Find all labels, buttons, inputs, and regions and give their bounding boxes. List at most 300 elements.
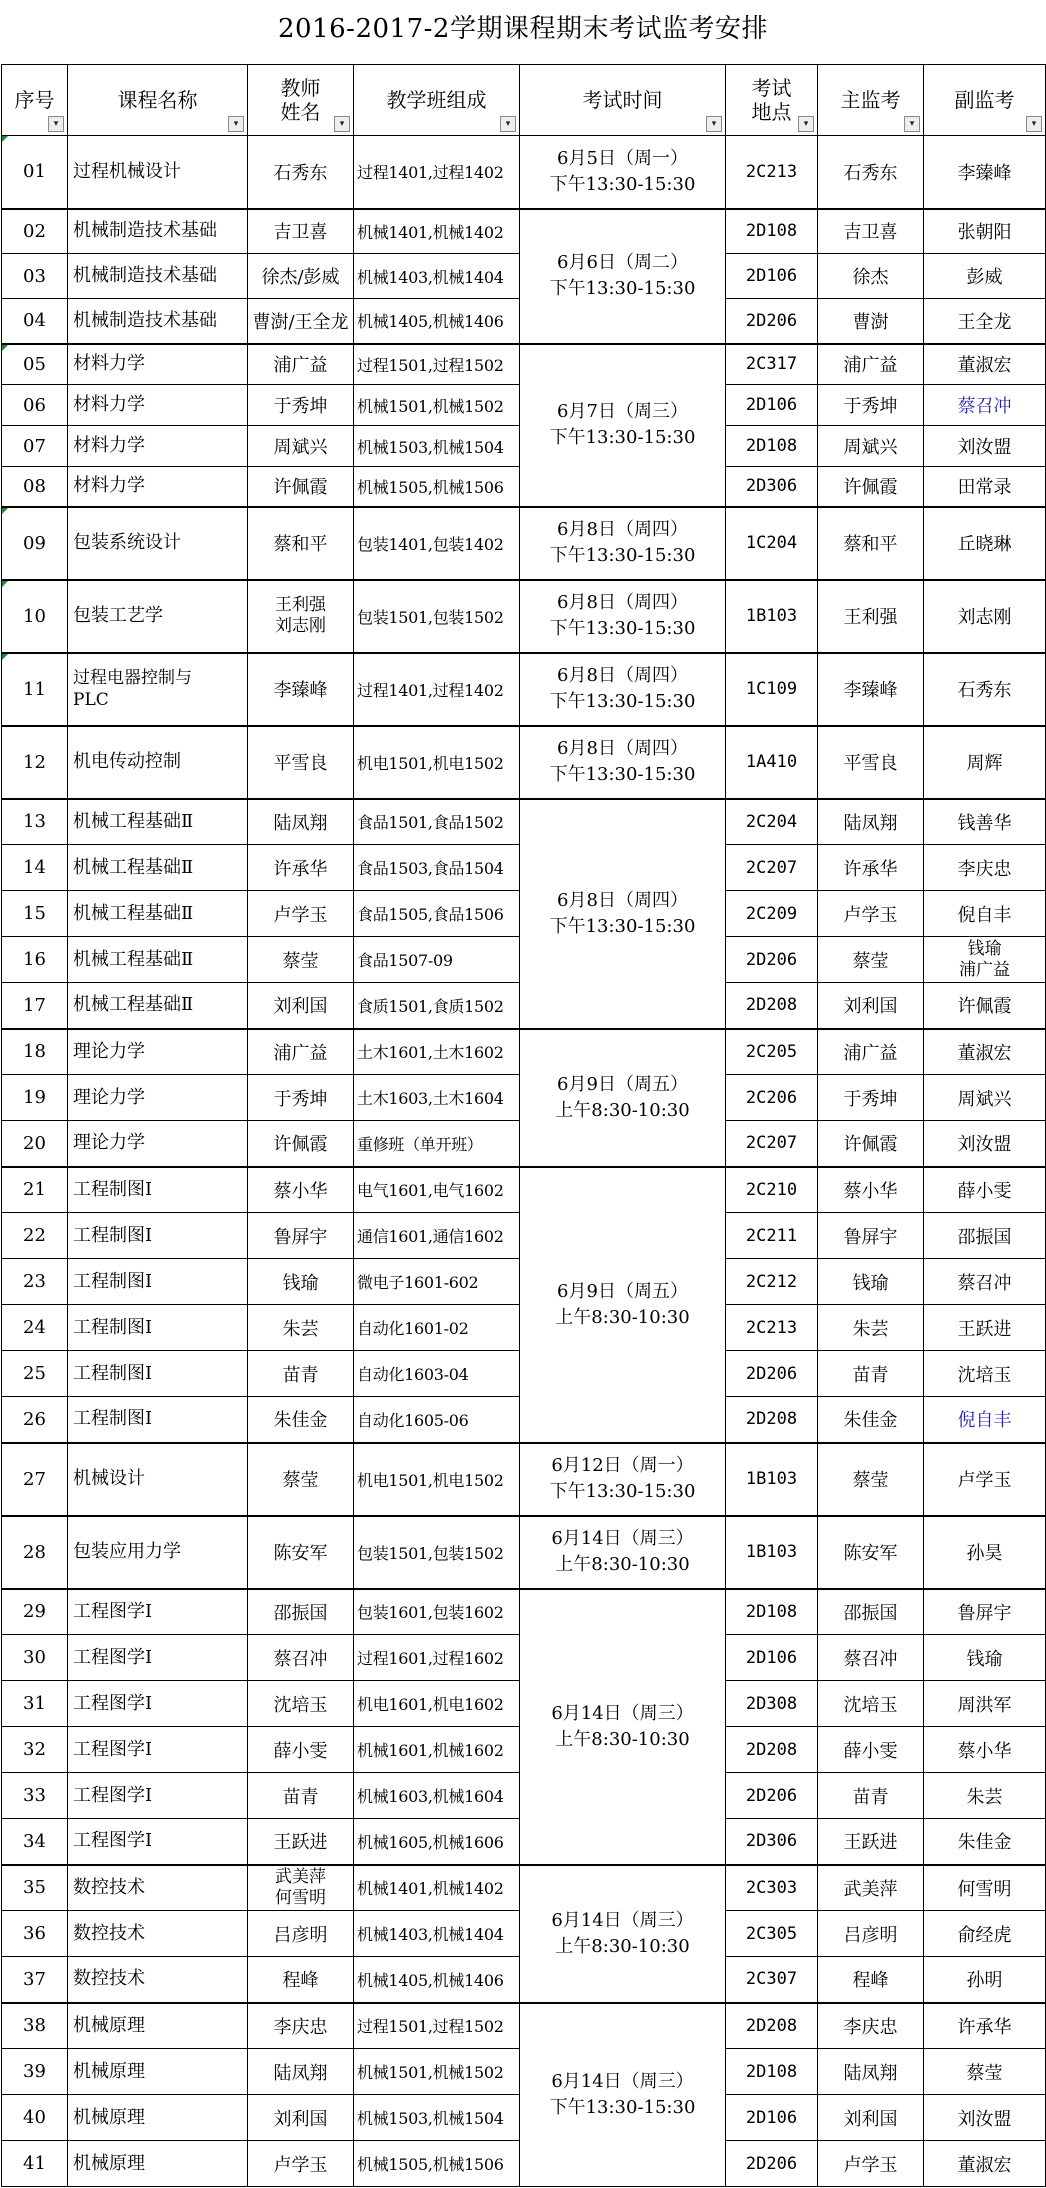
cell-teacher: 徐杰/彭威 <box>248 254 354 299</box>
cell-serial-number: 19 <box>2 1075 68 1121</box>
table-row <box>2 1167 1046 1213</box>
header-no-label: 序号 <box>14 88 55 112</box>
page-title: 2016-2017-2学期课程期末考试监考安排 <box>278 14 768 44</box>
cell-exam-room: 2C209 <box>726 891 818 937</box>
cell-exam-room: 2C210 <box>726 1167 818 1213</box>
cell-assistant-invigilator: 朱芸 <box>924 1773 1046 1819</box>
cell-course-name-line: 过程电器控制与 <box>73 668 192 688</box>
header-sub <box>924 65 1046 136</box>
cell-serial-number: 14 <box>2 845 68 891</box>
cell-exam-time <box>520 1865 726 2003</box>
cell-chief-invigilator: 许佩霞 <box>818 1121 924 1167</box>
cell-classes: 机电1501,机电1502 <box>354 726 520 799</box>
cell-classes: 包装1401,包装1402 <box>354 507 520 580</box>
cell-chief-invigilator: 王利强 <box>818 580 924 653</box>
cell-serial-number: 13 <box>2 799 68 845</box>
cell-course-name: 机械制造技术基础 <box>68 299 248 344</box>
exam-date: 6月9日（周五） <box>557 1280 688 1302</box>
cell-serial-number: 29 <box>2 1589 68 1635</box>
exam-hours: 下午13:30-15:30 <box>549 427 696 448</box>
cell-chief-invigilator: 刘利国 <box>818 983 924 1029</box>
cell-teacher: 朱佳金 <box>248 1397 354 1443</box>
cell-exam-room: 2D206 <box>726 299 818 344</box>
header-teacher-label: 教师 <box>280 76 321 100</box>
cell-classes: 过程1401,过程1402 <box>354 136 520 209</box>
cell-serial-number: 26 <box>2 1397 68 1443</box>
cell-exam-room: 2D108 <box>726 2049 818 2095</box>
cell-teacher: 石秀东 <box>248 136 354 209</box>
cell-course-name: 机械制造技术基础 <box>68 209 248 254</box>
cell-serial-number: 41 <box>2 2141 68 2187</box>
cell-chief-invigilator: 鲁屏宇 <box>818 1213 924 1259</box>
cell-serial-number: 34 <box>2 1819 68 1865</box>
header-main <box>818 65 924 136</box>
cell-teacher: 鲁屏宇 <box>248 1213 354 1259</box>
cell-exam-room: 2C204 <box>726 799 818 845</box>
table-row <box>2 2003 1046 2049</box>
header-course-label: 课程名称 <box>117 88 198 112</box>
cell-classes: 土木1601,土木1602 <box>354 1029 520 1075</box>
cell-serial-number: 06 <box>2 385 68 426</box>
cell-exam-room: 2D206 <box>726 1773 818 1819</box>
exam-date: 6月8日（周四） <box>557 889 688 911</box>
exam-date: 6月5日（周一） <box>557 147 688 169</box>
table-row <box>2 209 1046 254</box>
cell-course-name: 机械设计 <box>68 1443 248 1516</box>
cell-course-name: 工程图学Ⅰ <box>68 1635 248 1681</box>
cell-assistant-invigilator: 蔡召冲 <box>924 385 1046 426</box>
cell-course-name: 机械原理 <box>68 2049 248 2095</box>
cell-chief-invigilator: 卢学玉 <box>818 2141 924 2187</box>
cell-classes: 食质1501,食质1502 <box>354 983 520 1029</box>
cell-serial-number: 25 <box>2 1351 68 1397</box>
cell-chief-invigilator: 石秀东 <box>818 136 924 209</box>
cell-serial-number: 09 <box>2 507 68 580</box>
cell-exam-room: 2D106 <box>726 385 818 426</box>
cell-serial-number: 37 <box>2 1957 68 2003</box>
filter-dropdown-icon[interactable]: ▾ <box>500 116 516 132</box>
cell-exam-room: 1B103 <box>726 580 818 653</box>
cell-serial-number: 32 <box>2 1727 68 1773</box>
cell-classes: 机械1405,机械1406 <box>354 299 520 344</box>
cell-teacher: 李臻峰 <box>248 653 354 726</box>
cell-serial-number: 22 <box>2 1213 68 1259</box>
cell-classes: 食品1507-09 <box>354 937 520 983</box>
cell-assistant-invigilator-line: 钱瑜 <box>967 938 1002 959</box>
cell-serial-number: 12 <box>2 726 68 799</box>
cell-teacher: 许承华 <box>248 845 354 891</box>
cell-chief-invigilator: 徐杰 <box>818 254 924 299</box>
cell-classes: 机械1403,机械1404 <box>354 254 520 299</box>
cell-chief-invigilator: 李臻峰 <box>818 653 924 726</box>
cell-classes: 自动化1601-02 <box>354 1305 520 1351</box>
cell-exam-time <box>520 1589 726 1865</box>
cell-serial-number: 08 <box>2 467 68 507</box>
cell-exam-time <box>520 2003 726 2187</box>
cell-assistant-invigilator: 王全龙 <box>924 299 1046 344</box>
cell-teacher-line: 何雪明 <box>275 1887 326 1908</box>
table-row <box>2 1516 1046 1589</box>
cell-chief-invigilator: 蔡召冲 <box>818 1635 924 1681</box>
cell-chief-invigilator: 蔡莹 <box>818 937 924 983</box>
cell-classes: 过程1501,过程1502 <box>354 344 520 385</box>
cell-classes: 重修班（单开班） <box>354 1121 520 1167</box>
cell-chief-invigilator: 程峰 <box>818 1957 924 2003</box>
cell-course-name: 工程图学Ⅰ <box>68 1819 248 1865</box>
cell-assistant-invigilator: 孙明 <box>924 1957 1046 2003</box>
cell-chief-invigilator: 薛小雯 <box>818 1727 924 1773</box>
cell-serial-number: 15 <box>2 891 68 937</box>
cell-teacher: 蔡召冲 <box>248 1635 354 1681</box>
cell-exam-room: 2D106 <box>726 2095 818 2141</box>
cell-serial-number: 16 <box>2 937 68 983</box>
cell-assistant-invigilator: 董淑宏 <box>924 2141 1046 2187</box>
cell-teacher: 王跃进 <box>248 1819 354 1865</box>
exam-date: 6月7日（周三） <box>557 401 688 422</box>
exam-hours: 下午13:30-15:30 <box>549 618 696 639</box>
cell-exam-room: 2C206 <box>726 1075 818 1121</box>
cell-chief-invigilator: 于秀坤 <box>818 1075 924 1121</box>
cell-classes: 包装1501,包装1502 <box>354 580 520 653</box>
cell-course-name: 工程制图Ⅰ <box>68 1167 248 1213</box>
cell-chief-invigilator: 朱佳金 <box>818 1397 924 1443</box>
cell-classes: 机械1405,机械1406 <box>354 1957 520 2003</box>
cell-serial-number: 31 <box>2 1681 68 1727</box>
cell-exam-room: 2C307 <box>726 1957 818 2003</box>
cell-classes: 机械1505,机械1506 <box>354 2141 520 2187</box>
cell-exam-room: 2C205 <box>726 1029 818 1075</box>
cell-teacher: 浦广益 <box>248 344 354 385</box>
cell-chief-invigilator: 陈安军 <box>818 1516 924 1589</box>
cell-classes: 机械1603,机械1604 <box>354 1773 520 1819</box>
cell-teacher <box>248 580 354 653</box>
cell-assistant-invigilator: 刘汝盟 <box>924 426 1046 467</box>
cell-classes: 机械1401,机械1402 <box>354 1865 520 1911</box>
cell-classes: 机械1505,机械1506 <box>354 467 520 507</box>
exam-date: 6月8日（周四） <box>557 519 688 540</box>
cell-teacher: 于秀坤 <box>248 385 354 426</box>
cell-exam-time <box>520 344 726 507</box>
filter-dropdown-icon[interactable]: ▾ <box>706 116 722 132</box>
cell-exam-room: 2D106 <box>726 1635 818 1681</box>
exam-hours: 下午13:30-15:30 <box>549 764 696 785</box>
cell-teacher: 吕彦明 <box>248 1911 354 1957</box>
cell-course-name: 机械原理 <box>68 2003 248 2049</box>
cell-exam-room: 2D208 <box>726 1397 818 1443</box>
header-teacher <box>248 65 354 136</box>
cell-course-name: 工程图学Ⅰ <box>68 1589 248 1635</box>
cell-classes: 电气1601,电气1602 <box>354 1167 520 1213</box>
cell-chief-invigilator: 卢学玉 <box>818 891 924 937</box>
cell-assistant-invigilator: 卢学玉 <box>924 1443 1046 1516</box>
cell-teacher: 浦广益 <box>248 1029 354 1075</box>
exam-date: 6月12日（周一） <box>551 1455 694 1476</box>
cell-assistant-invigilator: 蔡召冲 <box>924 1259 1046 1305</box>
filter-dropdown-icon[interactable]: ▾ <box>904 116 920 132</box>
cell-assistant-invigilator: 刘汝盟 <box>924 2095 1046 2141</box>
cell-classes: 通信1601,通信1602 <box>354 1213 520 1259</box>
cell-assistant-invigilator: 薛小雯 <box>924 1167 1046 1213</box>
cell-exam-room: 2C207 <box>726 1121 818 1167</box>
cell-assistant-invigilator: 刘汝盟 <box>924 1121 1046 1167</box>
cell-chief-invigilator: 吕彦明 <box>818 1911 924 1957</box>
cell-course-name: 过程机械设计 <box>68 136 248 209</box>
cell-course-name: 理论力学 <box>68 1075 248 1121</box>
cell-serial-number: 05 <box>2 344 68 385</box>
cell-exam-room: 2D108 <box>726 209 818 254</box>
cell-chief-invigilator: 平雪良 <box>818 726 924 799</box>
cell-assistant-invigilator: 沈培玉 <box>924 1351 1046 1397</box>
header-room-label: 地点 <box>751 100 792 124</box>
cell-course-name: 包装工艺学 <box>68 580 248 653</box>
cell-course-name: 数控技术 <box>68 1957 248 2003</box>
cell-assistant-invigilator: 许佩霞 <box>924 983 1046 1029</box>
cell-serial-number: 07 <box>2 426 68 467</box>
cell-course-name: 工程制图Ⅰ <box>68 1305 248 1351</box>
header-room-label: 考试 <box>751 76 792 100</box>
header-time-label: 考试时间 <box>582 88 663 112</box>
cell-teacher: 陆凤翔 <box>248 799 354 845</box>
cell-course-name: 数控技术 <box>68 1865 248 1911</box>
cell-course-name: 材料力学 <box>68 344 248 385</box>
cell-teacher-line: 王利强 <box>275 595 326 615</box>
exam-date: 6月14日（周三） <box>551 1909 694 1931</box>
cell-chief-invigilator: 蔡小华 <box>818 1167 924 1213</box>
cell-classes: 食品1503,食品1504 <box>354 845 520 891</box>
filter-dropdown-icon[interactable]: ▾ <box>334 116 350 132</box>
cell-assistant-invigilator: 邵振国 <box>924 1213 1046 1259</box>
schedule-table <box>1 64 1046 2187</box>
cell-teacher: 薛小雯 <box>248 1727 354 1773</box>
cell-teacher: 蔡莹 <box>248 937 354 983</box>
cell-serial-number: 40 <box>2 2095 68 2141</box>
cell-course-name: 工程图学Ⅰ <box>68 1773 248 1819</box>
cell-course-name: 工程制图Ⅰ <box>68 1259 248 1305</box>
exam-hours: 下午13:30-15:30 <box>549 2096 696 2118</box>
table-body <box>2 136 1046 2187</box>
cell-serial-number: 03 <box>2 254 68 299</box>
cell-exam-room: 2C305 <box>726 1911 818 1957</box>
cell-course-name-line: PLC <box>73 690 109 710</box>
cell-course-name: 机械制造技术基础 <box>68 254 248 299</box>
cell-exam-time <box>520 1167 726 1443</box>
cell-exam-room: 1A410 <box>726 726 818 799</box>
cell-course-name: 材料力学 <box>68 426 248 467</box>
exam-hours: 下午13:30-15:30 <box>549 915 696 937</box>
cell-serial-number: 27 <box>2 1443 68 1516</box>
cell-course-name <box>68 653 248 726</box>
cell-chief-invigilator: 蔡莹 <box>818 1443 924 1516</box>
cell-assistant-invigilator: 张朝阳 <box>924 209 1046 254</box>
cell-course-name: 理论力学 <box>68 1029 248 1075</box>
cell-assistant-invigilator: 孙昊 <box>924 1516 1046 1589</box>
cell-teacher: 苗青 <box>248 1773 354 1819</box>
cell-classes: 机电1501,机电1502 <box>354 1443 520 1516</box>
cell-chief-invigilator: 蔡和平 <box>818 507 924 580</box>
table-row <box>2 344 1046 385</box>
exam-hours: 下午13:30-15:30 <box>549 1481 696 1502</box>
table-row <box>2 580 1046 653</box>
cell-course-name: 机械工程基础Ⅱ <box>68 983 248 1029</box>
exam-hours: 上午8:30-10:30 <box>555 1554 690 1575</box>
cell-teacher: 蔡和平 <box>248 507 354 580</box>
cell-assistant-invigilator: 周斌兴 <box>924 1075 1046 1121</box>
cell-classes: 机械1605,机械1606 <box>354 1819 520 1865</box>
cell-teacher: 卢学玉 <box>248 2141 354 2187</box>
cell-serial-number: 18 <box>2 1029 68 1075</box>
cell-exam-time <box>520 799 726 1029</box>
cell-chief-invigilator: 陆凤翔 <box>818 799 924 845</box>
cell-teacher: 于秀坤 <box>248 1075 354 1121</box>
cell-exam-room: 1B103 <box>726 1516 818 1589</box>
cell-assistant-invigilator: 蔡莹 <box>924 2049 1046 2095</box>
cell-teacher: 曹澍/王全龙 <box>248 299 354 344</box>
cell-classes: 食品1505,食品1506 <box>354 891 520 937</box>
cell-chief-invigilator: 邵振国 <box>818 1589 924 1635</box>
cell-classes: 土木1603,土木1604 <box>354 1075 520 1121</box>
exam-date: 6月9日（周五） <box>557 1073 688 1095</box>
cell-exam-room: 2D306 <box>726 467 818 507</box>
exam-hours: 下午13:30-15:30 <box>549 173 696 195</box>
cell-exam-room: 2D106 <box>726 254 818 299</box>
cell-assistant-invigilator: 石秀东 <box>924 653 1046 726</box>
header-sub-label: 副监考 <box>954 88 1015 112</box>
cell-course-name: 机械工程基础Ⅱ <box>68 891 248 937</box>
cell-serial-number: 35 <box>2 1865 68 1911</box>
cell-assistant-invigilator: 周辉 <box>924 726 1046 799</box>
table-row <box>2 1029 1046 1075</box>
cell-teacher: 陈安军 <box>248 1516 354 1589</box>
cell-teacher: 刘利国 <box>248 983 354 1029</box>
cell-exam-room: 2C213 <box>726 1305 818 1351</box>
cell-exam-time <box>520 136 726 209</box>
cell-assistant-invigilator: 许承华 <box>924 2003 1046 2049</box>
cell-teacher: 平雪良 <box>248 726 354 799</box>
cell-serial-number: 11 <box>2 653 68 726</box>
cell-assistant-invigilator: 董淑宏 <box>924 1029 1046 1075</box>
cell-assistant-invigilator: 倪自丰 <box>924 891 1046 937</box>
cell-teacher: 蔡小华 <box>248 1167 354 1213</box>
exam-date: 6月8日（周四） <box>557 665 688 686</box>
cell-exam-room: 1C109 <box>726 653 818 726</box>
header-classes-label: 教学班组成 <box>386 88 487 112</box>
cell-classes: 包装1501,包装1502 <box>354 1516 520 1589</box>
cell-classes: 过程1601,过程1602 <box>354 1635 520 1681</box>
cell-serial-number: 21 <box>2 1167 68 1213</box>
cell-teacher: 卢学玉 <box>248 891 354 937</box>
cell-chief-invigilator: 沈培玉 <box>818 1681 924 1727</box>
cell-classes: 过程1501,过程1502 <box>354 2003 520 2049</box>
cell-classes: 自动化1605-06 <box>354 1397 520 1443</box>
cell-exam-time <box>520 209 726 344</box>
cell-assistant-invigilator: 何雪明 <box>924 1865 1046 1911</box>
header-main-label: 主监考 <box>840 88 901 112</box>
header-room <box>726 65 818 136</box>
filter-dropdown-icon[interactable]: ▾ <box>48 116 64 132</box>
table-row <box>2 1865 1046 1911</box>
cell-assistant-invigilator-line: 浦广益 <box>959 959 1010 980</box>
cell-assistant-invigilator: 王跃进 <box>924 1305 1046 1351</box>
cell-teacher: 钱瑜 <box>248 1259 354 1305</box>
cell-serial-number: 20 <box>2 1121 68 1167</box>
cell-chief-invigilator: 王跃进 <box>818 1819 924 1865</box>
cell-teacher: 程峰 <box>248 1957 354 2003</box>
exam-hours: 上午8:30-10:30 <box>555 1935 690 1957</box>
cell-course-name: 理论力学 <box>68 1121 248 1167</box>
cell-exam-room: 2C212 <box>726 1259 818 1305</box>
cell-classes: 自动化1603-04 <box>354 1351 520 1397</box>
cell-chief-invigilator: 武美萍 <box>818 1865 924 1911</box>
cell-course-name: 工程制图Ⅰ <box>68 1351 248 1397</box>
cell-teacher: 蔡莹 <box>248 1443 354 1516</box>
cell-serial-number: 02 <box>2 209 68 254</box>
cell-teacher: 陆凤翔 <box>248 2049 354 2095</box>
exam-date: 6月14日（周三） <box>551 1702 694 1724</box>
cell-exam-room: 2D308 <box>726 1681 818 1727</box>
exam-hours: 下午13:30-15:30 <box>549 278 696 299</box>
cell-assistant-invigilator: 倪自丰 <box>924 1397 1046 1443</box>
cell-chief-invigilator: 苗青 <box>818 1773 924 1819</box>
cell-course-name: 工程图学Ⅰ <box>68 1681 248 1727</box>
cell-classes: 机械1503,机械1504 <box>354 426 520 467</box>
cell-serial-number: 38 <box>2 2003 68 2049</box>
cell-exam-room: 1B103 <box>726 1443 818 1516</box>
table-row <box>2 653 1046 726</box>
cell-course-name: 机械原理 <box>68 2141 248 2187</box>
cell-classes: 食品1501,食品1502 <box>354 799 520 845</box>
table-header <box>2 65 1046 136</box>
cell-teacher: 许佩霞 <box>248 1121 354 1167</box>
cell-exam-time <box>520 1516 726 1589</box>
cell-exam-room: 1C204 <box>726 507 818 580</box>
cell-course-name: 材料力学 <box>68 467 248 507</box>
cell-exam-room: 2D206 <box>726 937 818 983</box>
cell-serial-number: 01 <box>2 136 68 209</box>
filter-dropdown-icon[interactable]: ▾ <box>798 116 814 132</box>
exam-hours: 上午8:30-10:30 <box>555 1306 690 1328</box>
table-row <box>2 799 1046 845</box>
cell-exam-room: 2D306 <box>726 1819 818 1865</box>
cell-exam-time <box>520 653 726 726</box>
cell-assistant-invigilator: 钱善华 <box>924 799 1046 845</box>
exam-date: 6月6日（周二） <box>557 252 688 273</box>
exam-date: 6月8日（周四） <box>557 738 688 759</box>
cell-chief-invigilator: 刘利国 <box>818 2095 924 2141</box>
cell-exam-room: 2D208 <box>726 2003 818 2049</box>
cell-exam-room: 2C211 <box>726 1213 818 1259</box>
cell-exam-room: 2D108 <box>726 426 818 467</box>
cell-chief-invigilator: 周斌兴 <box>818 426 924 467</box>
cell-serial-number: 24 <box>2 1305 68 1351</box>
cell-course-name: 材料力学 <box>68 385 248 426</box>
cell-teacher-line: 刘志刚 <box>275 616 326 636</box>
cell-chief-invigilator: 曹澍 <box>818 299 924 344</box>
filter-dropdown-icon[interactable]: ▾ <box>1026 116 1042 132</box>
cell-chief-invigilator: 浦广益 <box>818 344 924 385</box>
cell-assistant-invigilator: 朱佳金 <box>924 1819 1046 1865</box>
cell-exam-room: 2D206 <box>726 1351 818 1397</box>
cell-teacher: 邵振国 <box>248 1589 354 1635</box>
cell-chief-invigilator: 苗青 <box>818 1351 924 1397</box>
header-course <box>68 65 248 136</box>
cell-assistant-invigilator: 刘志刚 <box>924 580 1046 653</box>
header-no <box>2 65 68 136</box>
cell-classes: 过程1401,过程1402 <box>354 653 520 726</box>
cell-assistant-invigilator: 周洪军 <box>924 1681 1046 1727</box>
filter-dropdown-icon[interactable]: ▾ <box>228 116 244 132</box>
cell-course-name: 包装应用力学 <box>68 1516 248 1589</box>
cell-teacher: 吉卫喜 <box>248 209 354 254</box>
